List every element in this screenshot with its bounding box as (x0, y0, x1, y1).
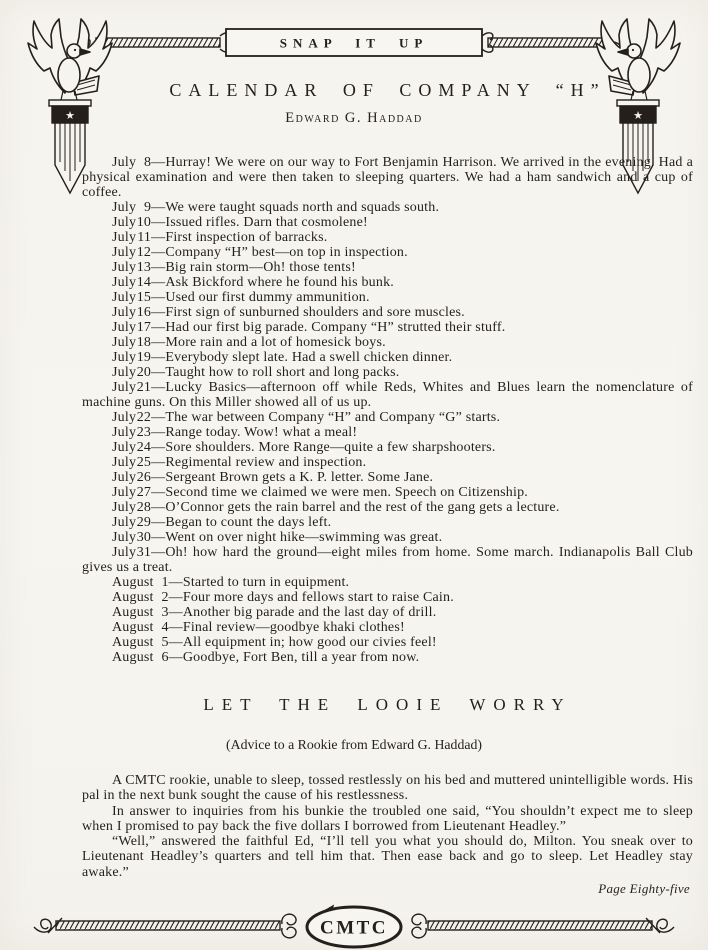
calendar-entry (82, 425, 693, 440)
entry-month: July (112, 500, 137, 515)
calendar-entry (82, 470, 693, 485)
calendar-entry (82, 275, 693, 290)
entry-text: —Started to turn in equipment. (168, 575, 350, 590)
calendar-entry (82, 380, 693, 410)
entry-day: 19 (136, 350, 152, 365)
entry-day: 25 (136, 455, 152, 470)
entry-day: 18 (136, 335, 152, 350)
story-subtitle: (Advice to a Rookie from Edward G. Haddad) (226, 737, 482, 752)
calendar-entry (82, 605, 693, 620)
entry-text: —First sign of sunburned shoulders and sore muscles. (151, 305, 465, 320)
entry-month: July (112, 470, 137, 485)
entry-text: —Regimental review and inspection. (151, 455, 367, 470)
calendar-entry (82, 245, 693, 260)
entry-month: July (112, 485, 137, 500)
calendar-entry (82, 290, 693, 305)
entry-month: August (112, 590, 154, 605)
calendar-entry (82, 305, 693, 320)
entry-text: —Sore shoulders. More Range—quite a few sharpshooters. (151, 440, 496, 455)
entry-month: July (112, 245, 137, 260)
entry-day: 20 (136, 365, 152, 380)
entry-month: July (112, 260, 137, 275)
entry-text: —Began to count the days left. (151, 515, 332, 530)
calendar-entry (82, 575, 693, 590)
entry-day: 13 (136, 260, 152, 275)
entry-text: —Goodbye, Fort Ben, till a year from now. (168, 650, 420, 665)
entry-text: —The war between Company “H” and Company “G” starts. (151, 410, 501, 425)
entry-month: July (112, 365, 137, 380)
entry-day: 2 (161, 590, 169, 605)
entry-day: 12 (136, 245, 152, 260)
calendar-entry (82, 440, 693, 455)
entry-month: July (112, 215, 137, 230)
calendar-entry (82, 455, 693, 470)
banner-title: SNAP IT UP (279, 35, 429, 51)
calendar-entry (82, 350, 693, 365)
entry-month: July (112, 200, 137, 215)
entry-day: 10 (136, 215, 152, 230)
entry-day: 26 (136, 470, 152, 485)
calendar-entry (82, 155, 693, 200)
entry-month: July (112, 545, 137, 560)
calendar-list (82, 155, 693, 665)
star-icon: ★ (65, 110, 75, 122)
calendar-entry (82, 590, 693, 605)
entry-month: July (112, 320, 137, 335)
entry-day: 29 (136, 515, 152, 530)
entry-text: —Big rain storm—Oh! those tents! (151, 260, 356, 275)
entry-day: 3 (161, 605, 169, 620)
calendar-entry (82, 320, 693, 335)
entry-month: July (112, 530, 137, 545)
entry-month: August (112, 635, 154, 650)
calendar-entry (82, 365, 693, 380)
entry-month: July (112, 335, 137, 350)
story-title: LET THE LOOIE WORRY (203, 695, 572, 714)
entry-day: 11 (137, 230, 152, 245)
entry-month: July (112, 515, 137, 530)
entry-text: —We were taught squads north and squads south. (151, 200, 440, 215)
entry-text: —Sergeant Brown gets a K. P. letter. Some Jane. (151, 470, 434, 485)
calendar-entry (82, 515, 693, 530)
star-icon: ★ (633, 110, 643, 122)
cmtc-emblem-label: CMTC (319, 917, 389, 939)
entry-text: —More rain and a lot of homesick boys. (151, 335, 386, 350)
calendar-entry (82, 500, 693, 515)
entry-text: —Used our first dummy ammunition. (151, 290, 370, 305)
entry-text: —Issued rifles. Darn that cosmolene! (151, 215, 368, 230)
entry-day: 27 (136, 485, 152, 500)
entry-month: July (112, 290, 137, 305)
calendar-entry (82, 620, 693, 635)
left-scroll-icon (34, 919, 51, 932)
entry-day: 28 (136, 500, 152, 515)
calendar-entry (82, 485, 693, 500)
story-paragraphs (82, 773, 693, 880)
entry-day: 23 (136, 425, 152, 440)
entry-text: —O’Connor gets the rain barrel and the rest of the gang gets a lecture. (151, 500, 560, 515)
entry-text: —Range today. Wow! what a meal! (151, 425, 358, 440)
entry-text: —Everybody slept late. Had a swell chicken dinner. (151, 350, 453, 365)
entry-text: —First inspection of barracks. (151, 230, 328, 245)
calendar-entry (82, 635, 693, 650)
calendar-entry (82, 260, 693, 275)
entry-month: July (112, 455, 137, 470)
article-byline: Edward G. Haddad (285, 110, 423, 126)
calendar-entry (82, 530, 693, 545)
entry-month: July (112, 410, 137, 425)
entry-month: August (112, 575, 154, 590)
calendar-entry (82, 410, 693, 425)
entry-day: 30 (136, 530, 152, 545)
entry-text: —Company “H” best—on top in inspection. (151, 245, 408, 260)
story-paragraph: “Well,” answered the faithful Ed, “I’ll tell you what you should do, Milton. You sneak over to Lieutenant Headley’s quarters and tell him that. Then ease back and go to sleep. Let Headley stay awake.” (82, 834, 693, 880)
calendar-entry (82, 545, 693, 575)
entry-month: July (112, 440, 137, 455)
entry-text: —Another big parade and the last day of drill. (168, 605, 437, 620)
entry-text: —Lucky Basics—afternoon off while Reds, Whites and Blues learn the nomenclature of machine guns. On this Miller showed all of us up. (82, 380, 693, 410)
entry-month: July (112, 350, 137, 365)
entry-text: —All equipment in; how good our civies feel! (168, 635, 437, 650)
entry-day: 8 (143, 155, 152, 170)
entry-day: 24 (136, 440, 152, 455)
entry-day: 9 (143, 200, 152, 215)
right-scroll-icon (657, 919, 674, 932)
right-hatched-bar (428, 921, 652, 930)
center-left-curl-icon (282, 914, 296, 925)
entry-day: 15 (136, 290, 152, 305)
entry-text: —Four more days and fellows start to raise Cain. (168, 590, 454, 605)
entry-text: —Hurray! We were on our way to Fort Benjamin Harrison. We arrived in the evening. Had a physical examination and were then taken to sleeping quarters. We had a ham sandwich and a cup of coffee. (82, 155, 693, 200)
entry-day: 4 (161, 620, 169, 635)
entry-text: —Had our first big parade. Company “H” strutted their stuff. (151, 320, 506, 335)
entry-day: 1 (161, 575, 169, 590)
entry-text: —Ask Bickford where he found his bunk. (151, 275, 394, 290)
entry-month: July (112, 230, 137, 245)
entry-day: 22 (136, 410, 152, 425)
entry-text: —Went on over night hike—swimming was great. (151, 530, 443, 545)
center-right-curl-icon (412, 914, 426, 925)
entry-month: July (112, 155, 137, 170)
entry-month: July (112, 425, 137, 440)
entry-text: —Second time we claimed we were men. Speech on Citizenship. (151, 485, 528, 500)
left-hatched-bar (56, 921, 280, 930)
story-paragraph: In answer to inquiries from his bunkie the troubled one said, “You shouldn’t expect me to sleep when I promised to pay back the five dollars I borrowed from Lieutenant Headley.” (82, 803, 693, 834)
page-number: Page Eighty-five (598, 881, 690, 896)
calendar-entry (82, 335, 693, 350)
article-title: CALENDAR OF COMPANY “H” (169, 80, 606, 100)
entry-text: —Final review—goodbye khaki clothes! (168, 620, 405, 635)
entry-day: 6 (161, 650, 169, 665)
entry-month: August (112, 620, 154, 635)
bottom-banner (30, 902, 678, 950)
calendar-entry (82, 200, 693, 215)
entry-day: 14 (136, 275, 152, 290)
calendar-entry (82, 215, 693, 230)
entry-day: 5 (161, 635, 169, 650)
entry-day: 16 (136, 305, 152, 320)
entry-month: August (112, 605, 154, 620)
entry-month: July (112, 275, 137, 290)
calendar-entry (82, 650, 693, 665)
entry-month: August (112, 650, 154, 665)
entry-text: —Taught how to roll short and long packs. (151, 365, 400, 380)
story-paragraph: A CMTC rookie, unable to sleep, tossed restlessly on his bed and muttered unintelligible words. His pal in the next bunk sought the cause of his restlessness. (82, 773, 693, 804)
entry-day: 31 (136, 545, 152, 560)
entry-month: July (112, 305, 137, 320)
entry-month: July (112, 380, 137, 395)
entry-day: 21 (136, 380, 152, 395)
entry-day: 17 (136, 320, 152, 335)
entry-text: —Oh! how hard the ground—eight miles from home. Some march. Indianapolis Ball Club gives us a treat. (82, 545, 693, 575)
bottom-banner-ornament (30, 902, 678, 950)
calendar-entry (82, 230, 693, 245)
